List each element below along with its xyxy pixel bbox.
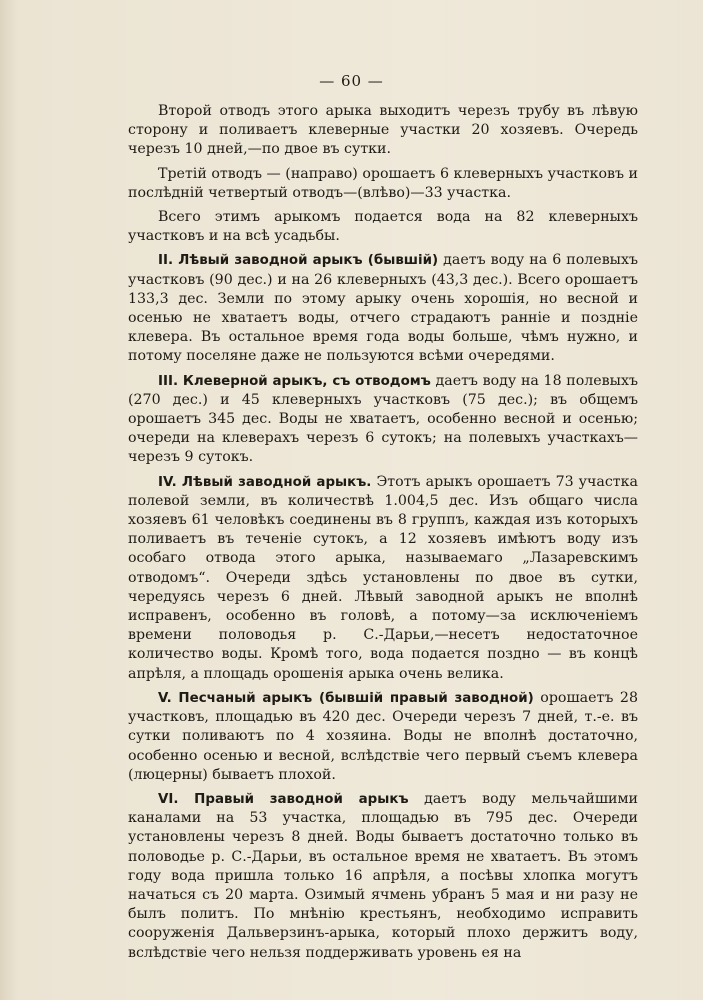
- section-heading: VI. Правый заводной арыкъ: [158, 791, 409, 807]
- paragraph-text: Второй отводъ этого арыка выходитъ черезъ трубу въ лѣвую сторону и поливаетъ клеверные участки 20 хозяевъ. Очередь черезъ 10 дней,—по двое въ сутки.: [128, 103, 638, 158]
- body-text: [128, 102, 638, 968]
- paragraph: [128, 689, 638, 785]
- paragraph-text: орошаетъ 28 участковъ, площадью въ 420 дес. Очереди черезъ 7 дней, т.-е. въ сутки поливаютъ по 4 хозяина. Воды не вполнѣ достаточно, особенно осенью и весной, вслѣдствіе чего первый съемъ клевера (люцерны) бываетъ плохой.: [128, 689, 638, 783]
- section-heading: II. Лѣвый заводной арыкъ (бывшій): [158, 253, 439, 269]
- paragraph-text: даетъ воду на 18 полевыхъ (270 дес.) и 45 клеверныхъ участковъ (75 дес.); въ общемъ орошаетъ 345 дес. Воды не хватаетъ, особенно весной и осенью; очереди на клеверахъ черезъ 6 сутокъ; на полевыхъ участкахъ—черезъ 9 сутокъ.: [128, 372, 638, 466]
- paragraph: [128, 208, 638, 246]
- section-heading: IV. Лѣвый заводной арыкъ.: [158, 474, 372, 490]
- paragraph-text: даетъ воду мельчайшими каналами на 53 участка, площадью въ 795 дес. Очереди установлены черезъ 8 дней. Воды бываетъ достаточно только въ половодье р. С.-Дарьи, въ остальное время не хватаетъ. Въ этомъ году вода пришла только 16 апрѣля, а посѣвы хлопка могутъ начаться съ 20 марта. Озимый ячмень убранъ 5 мая и ни разу не былъ политъ. По мнѣнію крестьянъ, необходимо исправить сооруженія Дальверзинъ-арыка, который плохо держитъ воду, вслѣдствіе чего нельзя поддерживать уровень ея на: [128, 790, 638, 961]
- paragraph: [128, 165, 638, 203]
- paragraph: [128, 790, 638, 963]
- page-number: — 60 —: [319, 72, 384, 90]
- paragraph-text: Всего этимъ арыкомъ подается вода на 82 клеверныхъ участковъ и на всѣ усадьбы.: [128, 209, 638, 245]
- paragraph: [128, 102, 638, 160]
- paragraph-text: даетъ воду на 6 полевыхъ участковъ (90 дес.) и на 26 клеверныхъ (43,3 дес.). Всего орошаетъ 133,3 дес. Земли по этому арыку очень хорошія, но весной и осенью не хватаетъ воды, отчего страдаютъ ранніе и поздніе клевера. Въ остальное время года воды больше, чѣмъ нужно, и потому поселяне даже не пользуются всѣми очередями.: [128, 252, 638, 365]
- paragraph-text: Третій отводъ — (направо) орошаетъ 6 клеверныхъ участковъ и послѣдній четвертый отводъ—(влѣво)—33 участка.: [128, 165, 638, 201]
- section-heading: III. Клеверной арыкъ, съ отводомъ: [158, 373, 431, 389]
- section-heading: V. Песчаный арыкъ (бывшій правый заводной): [158, 690, 534, 706]
- paragraph: [128, 251, 638, 366]
- paragraph: [128, 473, 638, 684]
- paragraph-text: Этотъ арыкъ орошаетъ 73 участка полевой земли, въ количествѣ 1.004,5 дес. Изъ общаго числа хозяевъ 61 человѣкъ соединены въ 8 группъ, каждая изъ которыхъ поливаетъ въ теченіе сутокъ, а 12 хозяевъ имѣютъ воду изъ особаго отвода этого арыка, называемаго „Лазаревскимъ отводомъ“. Очереди здѣсь установлены по двое въ сутки, чередуясь черезъ 6 дней. Лѣвый заводной арыкъ не вполнѣ исправенъ, особенно въ головѣ, а потому—за исключеніемъ времени половодья р. С.-Дарьи,—несетъ недостаточное количество воды. Кромѣ того, вода подается поздно — въ концѣ апрѣля, а площадь орошенія арыка очень велика.: [128, 473, 638, 682]
- paragraph: [128, 372, 638, 468]
